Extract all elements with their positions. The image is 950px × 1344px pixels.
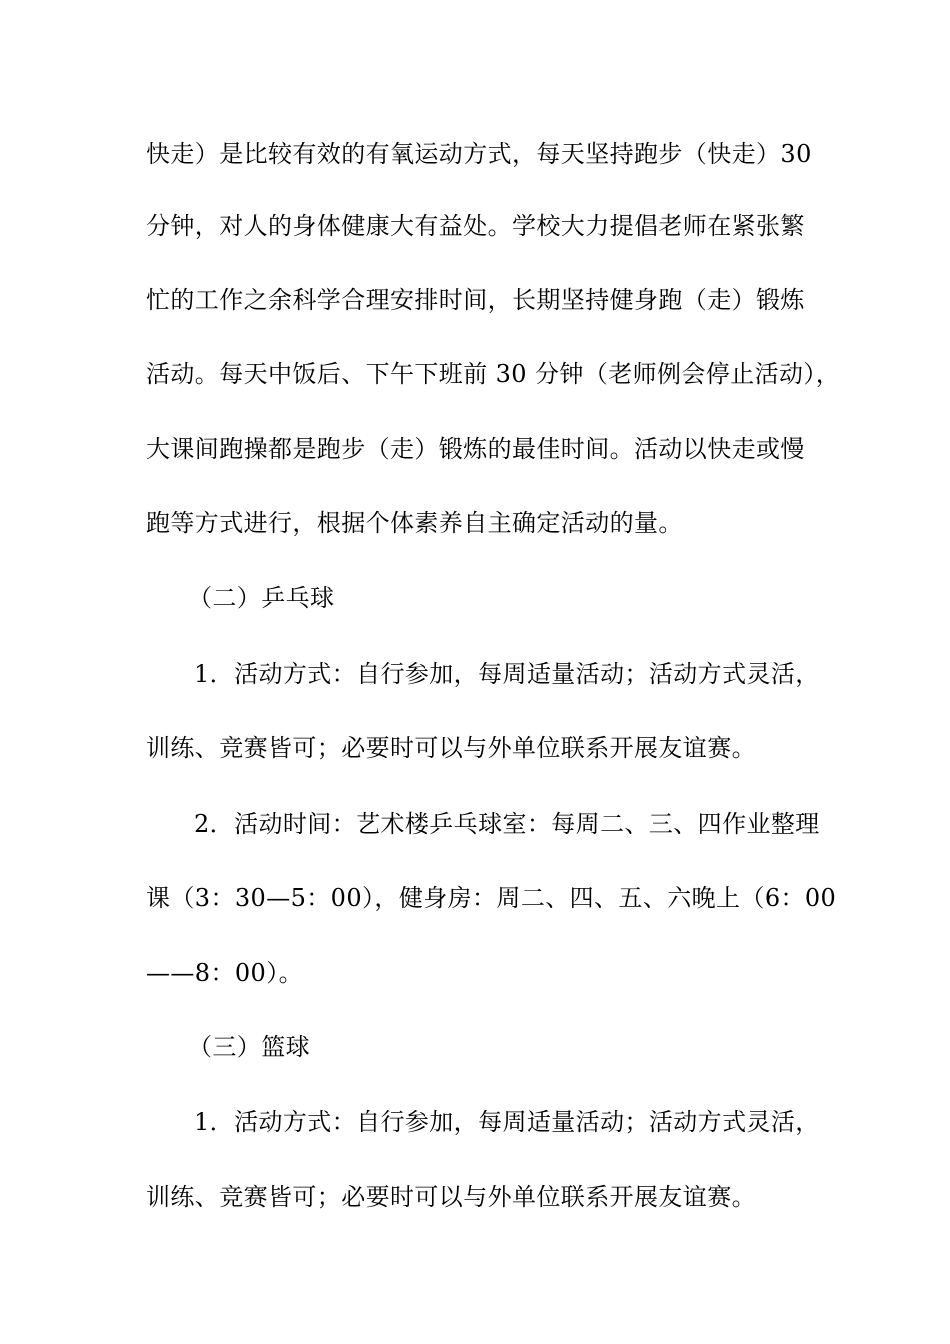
paragraph-line: 训练、竞赛皆可；必要时可以与外单位联系开展友谊赛。 xyxy=(146,1183,756,1211)
paragraph-line: 分钟，对人的身体健康大有益处。学校大力提倡老师在紧张繁 xyxy=(146,212,805,240)
paragraph-line: 课（3：30—5：00），健身房：周二、四、五、六晚上（6：00 xyxy=(146,884,837,912)
paragraph-line: 1．活动方式：自行参加，每周适量活动；活动方式灵活， xyxy=(194,1108,820,1136)
paragraph-line: 活动。每天中饭后、下午下班前 30 分钟（老师例会停止活动）， xyxy=(146,360,841,388)
section-heading-pingpong: （二）乒乓球 xyxy=(188,584,335,612)
paragraph-line: 跑等方式进行，根据个体素养自主确定活动的量。 xyxy=(146,509,683,537)
paragraph-line: 训练、竞赛皆可；必要时可以与外单位联系开展友谊赛。 xyxy=(146,734,756,762)
paragraph-line: 快走）是比较有效的有氧运动方式，每天坚持跑步（快走）30 xyxy=(146,140,812,168)
paragraph-line: 2．活动时间：艺术楼乒乓球室：每周二、三、四作业整理 xyxy=(194,810,820,838)
paragraph-line: ——8：00）。 xyxy=(146,959,304,987)
paragraph-line: 1．活动方式：自行参加，每周适量活动；活动方式灵活， xyxy=(194,660,820,688)
paragraph-line: 忙的工作之余科学合理安排时间，长期坚持健身跑（走）锻炼 xyxy=(146,286,805,314)
paragraph-line: 大课间跑操都是跑步（走）锻炼的最佳时间。活动以快走或慢 xyxy=(146,435,805,463)
section-heading-basketball: （三）篮球 xyxy=(188,1033,310,1061)
